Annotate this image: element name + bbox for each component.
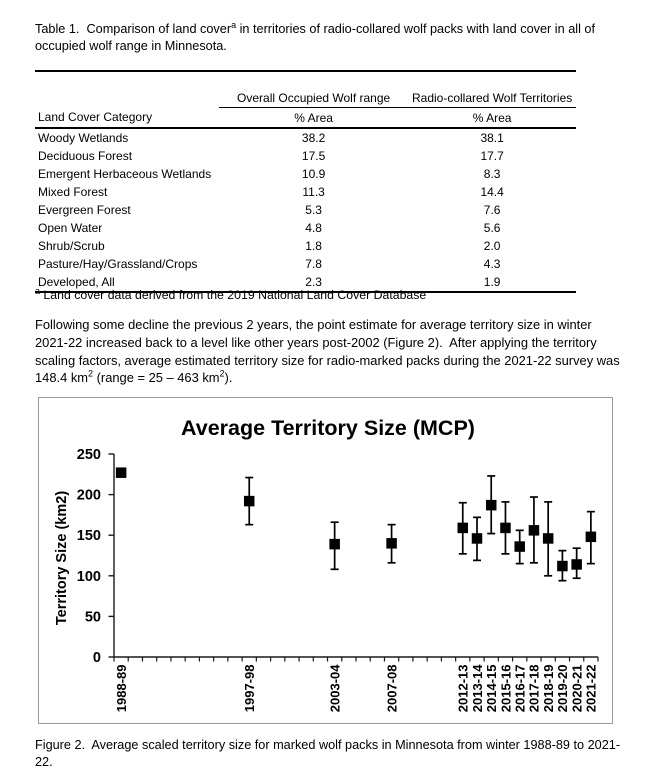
radio-collared-pct-cell: 5.6 [483,221,501,235]
table1-caption-text-cont: in territories of radio-collared wolf packs with land cover in all of occupied wolf range in Minnesota. [35,22,599,53]
table1-footnote [35,285,595,302]
overall-range-pct-cell: 38.2 [301,131,326,145]
x-category-label: 2013-14 [469,664,485,713]
y-tick-label: 200 [76,487,101,504]
table-row [35,183,576,201]
x-category-label: 2021-22 [583,664,599,713]
col-territories-pct-area-header: % Area [408,108,576,129]
overall-range-pct-cell: 5.3 [305,203,322,217]
table1-caption-superscript: a [231,19,237,30]
overall-range-pct-cell: 11.3 [302,185,325,199]
overall-range-pct-cell: 4.8 [305,221,322,235]
y-tick-label: 50 [84,609,101,626]
y-tick-label: 0 [92,650,101,666]
paragraph-text-2: (range = 25 – 463 km [93,370,220,386]
paragraph-text-3: ). [224,370,233,386]
land-cover-category-cell: Woody Wetlands [38,131,129,145]
figure2-caption: Figure 2. Average scaled territory size for marked wolf packs in Minnesota from winter 1988-89 to 2021-22. [35,738,621,769]
land-cover-category-cell: Mixed Forest [38,185,108,199]
table1-caption-text: Table 1. Comparison of land cover [35,22,232,36]
empty-header-cell [35,71,219,108]
data-point-square [557,561,568,572]
land-cover-category-cell: Open Water [38,221,103,235]
radio-collared-pct-cell: 38.1 [480,131,504,145]
x-category-label: 2003-04 [327,664,343,713]
x-category-label: 2007-08 [384,664,400,713]
x-category-label: 2012-13 [455,664,471,713]
x-category-label: 2019-20 [555,664,571,713]
x-category-label: 1997-98 [242,664,258,713]
land-cover-category-cell: Shrub/Scrub [38,239,105,253]
overall-range-pct-cell: 2.3 [305,275,322,289]
x-category-label: 2018-19 [540,664,556,713]
data-point-square [116,467,127,478]
data-point-square [458,523,469,534]
overall-range-pct-cell: 17.5 [301,149,326,163]
overall-range-pct-cell: 1.8 [305,239,322,253]
table-row [35,147,576,165]
land-cover-category-cell: Emergent Herbaceous Wetlands [38,167,212,181]
table-row [35,165,576,183]
radio-collared-pct-cell: 2.0 [483,239,501,253]
paragraph-text-1: Following some decline the previous 2 years, the point estimate for average territory size in winter 2021-22 increased back to a level like other years post-2002 (Figure 2). After applying the territory scaling factors, average estimated territory size for radio-marked packs during the 2021-22 survey was 148.4 km [35,317,624,386]
overall-range-pct-cell: 10.9 [301,167,326,181]
radio-collared-pct-cell: 8.3 [483,167,501,181]
radio-collared-pct-cell: 7.6 [483,203,501,217]
data-point-square [329,539,340,550]
data-point-square [486,500,497,511]
x-category-label: 2016-17 [512,664,528,713]
data-point-square [500,523,511,534]
land-cover-category-cell: Evergreen Forest [38,203,131,217]
land-cover-category-cell: Pasture/Hay/Grassland/Crops [38,257,198,271]
table-row [35,219,576,237]
radio-collared-pct-cell: 4.3 [483,257,501,271]
col-overall-range-header: Overall Occupied Wolf range [219,71,408,108]
land-cover-table-header [35,71,576,128]
table-group-header-row [35,71,576,108]
x-category-label: 2014-15 [484,664,500,713]
table-row [35,201,576,219]
table-row [35,255,576,273]
data-point-square [571,559,582,570]
data-point-square [543,533,554,544]
territory-size-scatter-plot [39,398,612,723]
overall-range-pct-cell: 7.8 [305,257,322,271]
data-point-square [244,496,255,507]
data-point-square [386,538,397,549]
x-category-label: 2017-18 [526,664,542,713]
radio-collared-pct-cell: 1.9 [483,275,501,289]
y-tick-label: 100 [76,568,101,585]
body-paragraph [35,316,627,387]
table-row [35,237,576,255]
col-overall-pct-area-header: % Area [219,108,408,129]
table1-caption [35,21,623,55]
land-cover-table-body [35,128,576,292]
x-category-label: 1988-89 [113,664,129,713]
data-point-square [529,525,540,536]
table-row [35,128,576,147]
radio-collared-pct-cell: 17.7 [480,149,504,163]
data-point-square [586,532,597,543]
data-point-square [472,533,483,544]
col-category-header: Land Cover Category [35,108,219,129]
y-tick-label: 150 [76,528,101,545]
y-tick-label: 250 [76,447,101,463]
figure2-chart [38,397,613,724]
land-cover-table [35,70,576,293]
footnote-superscript: a [35,285,41,296]
footnote-text: Land cover data derived from the 2019 National Land Cover Database [40,288,427,302]
land-cover-category-cell: Developed, All [38,275,115,289]
table-subheader-row [35,108,576,129]
col-radio-collared-header: Radio-collared Wolf Territories [408,71,576,108]
chart-title: Average Territory Size (MCP) [181,416,475,440]
land-cover-category-cell: Deciduous Forest [38,149,133,163]
y-axis-title: Territory Size (km2) [54,490,70,626]
radio-collared-pct-cell: 14.4 [480,185,504,199]
x-category-label: 2015-16 [498,664,514,713]
data-point-square [514,541,525,552]
km-squared-sup-2: 2 [219,369,225,380]
x-category-label: 2020-21 [569,664,585,713]
km-squared-sup-1: 2 [88,369,94,380]
